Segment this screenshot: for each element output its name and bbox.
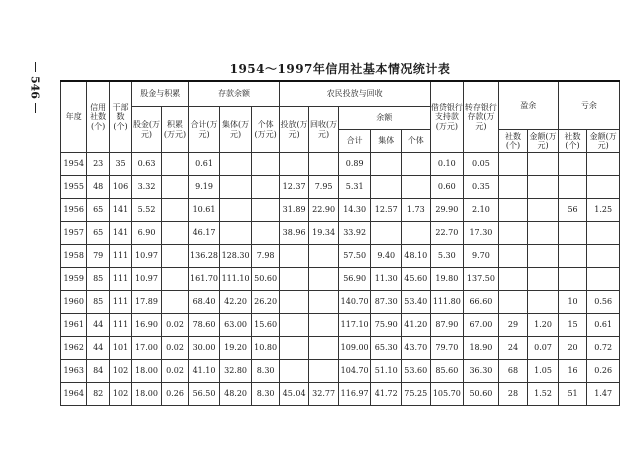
- table-cell: 66.60: [464, 291, 499, 314]
- header-loss-group: 亏余: [558, 81, 619, 130]
- table-cell: 84: [87, 360, 109, 383]
- header-loan-release: 投放(万元): [279, 107, 309, 153]
- table-cell: 18.90: [464, 337, 499, 360]
- table-cell: 0.02: [161, 360, 188, 383]
- table-cell: 20: [558, 337, 587, 360]
- table-cell: [279, 245, 309, 268]
- table-cell: [587, 176, 620, 199]
- table-cell: 5.30: [430, 245, 464, 268]
- table-cell: 1.05: [528, 360, 559, 383]
- table-cell: 23: [87, 153, 109, 176]
- table-cell: 1.20: [528, 314, 559, 337]
- table-cell: 5.31: [338, 176, 371, 199]
- table-cell: 46.17: [189, 222, 220, 245]
- table-cell: 8.30: [252, 360, 279, 383]
- table-cell: 0.26: [161, 383, 188, 406]
- table-cell: 102: [109, 360, 131, 383]
- table-title: 1954～1997年信用社基本情况统计表: [229, 62, 451, 76]
- table-cell: 18.00: [132, 383, 162, 406]
- table-cell: 7.95: [309, 176, 339, 199]
- table-cell: 6.90: [132, 222, 162, 245]
- table-cell: [371, 176, 402, 199]
- table-cell: 79: [87, 245, 109, 268]
- table-body: [61, 153, 620, 406]
- table-cell: 15: [558, 314, 587, 337]
- table-cell-year: 1959: [61, 268, 87, 291]
- table-cell: 11.30: [371, 268, 402, 291]
- header-accumulation: 积累(万元): [161, 107, 188, 153]
- table-cell: 45.60: [401, 268, 430, 291]
- table-cell: [309, 268, 339, 291]
- table-cell: 67.00: [464, 314, 499, 337]
- table-cell: 28: [498, 383, 528, 406]
- table-cell: 85.60: [430, 360, 464, 383]
- table-cell: 68: [498, 360, 528, 383]
- table-cell: 50.60: [464, 383, 499, 406]
- table-cell: 0.61: [189, 153, 220, 176]
- header-loan-recovery: 回收(万元): [309, 107, 339, 153]
- table-cell: [558, 268, 587, 291]
- margin-dash-top: [35, 62, 36, 72]
- table-cell: 136.28: [189, 245, 220, 268]
- table-cell: [498, 291, 528, 314]
- header-year: 年度: [61, 81, 87, 153]
- table-cell: [587, 268, 620, 291]
- table-cell: [279, 314, 309, 337]
- table-cell: [498, 199, 528, 222]
- table-row: [61, 337, 620, 360]
- page-number-margin: [20, 60, 50, 130]
- table-cell: 51.10: [371, 360, 402, 383]
- header-bank-deposit: 转存银行存款(万元): [464, 81, 499, 153]
- table-cell: 26.20: [252, 291, 279, 314]
- table-cell: [498, 176, 528, 199]
- table-cell: [587, 222, 620, 245]
- table-cell: 111.10: [219, 268, 252, 291]
- table-cell: 8.30: [252, 383, 279, 406]
- table-cell: 0.63: [132, 153, 162, 176]
- table-cell: 35: [109, 153, 131, 176]
- table-cell: 85: [87, 268, 109, 291]
- table-cell: [219, 153, 252, 176]
- header-balance-group: 余额: [338, 107, 430, 130]
- table-cell: 161.70: [189, 268, 220, 291]
- table-cell: [309, 314, 339, 337]
- table-cell: [498, 245, 528, 268]
- table-cell: 51: [558, 383, 587, 406]
- table-cell: 0.05: [464, 153, 499, 176]
- header-deposit-collective: 集体(万元): [219, 107, 252, 153]
- table-cell: 109.00: [338, 337, 371, 360]
- table-cell: [219, 222, 252, 245]
- table-cell: 0.89: [338, 153, 371, 176]
- table-cell: 87.90: [430, 314, 464, 337]
- table-cell: 111: [109, 291, 131, 314]
- table-cell: 104.70: [338, 360, 371, 383]
- table-cell: 29: [498, 314, 528, 337]
- table-cell: 0.02: [161, 314, 188, 337]
- table-cell: [587, 153, 620, 176]
- table-cell: 141: [109, 222, 131, 245]
- table-cell: 56.50: [189, 383, 220, 406]
- table-cell: 48.10: [401, 245, 430, 268]
- table-cell: [528, 153, 559, 176]
- header-deposit-individual: 个体(万元): [252, 107, 279, 153]
- table-cell: [528, 222, 559, 245]
- table-cell: 65: [87, 199, 109, 222]
- header-profit-coops: 社数(个): [498, 130, 528, 153]
- table-cell: 41.72: [371, 383, 402, 406]
- table-cell: [279, 268, 309, 291]
- table-cell: 7.98: [252, 245, 279, 268]
- table-cell: 105.70: [430, 383, 464, 406]
- table-row: [61, 199, 620, 222]
- table-cell: 42.20: [219, 291, 252, 314]
- table-cell: 41.10: [189, 360, 220, 383]
- table-cell: 137.50: [464, 268, 499, 291]
- table-cell: [279, 291, 309, 314]
- table-cell: [401, 176, 430, 199]
- table-cell: 82: [87, 383, 109, 406]
- table-cell: 0.61: [587, 314, 620, 337]
- table-cell: 1.25: [587, 199, 620, 222]
- header-loss-coops: 社数(个): [558, 130, 587, 153]
- table-cell: 2.10: [464, 199, 499, 222]
- table-cell: 63.00: [219, 314, 252, 337]
- table-cell: [219, 176, 252, 199]
- table-cell: 79.70: [430, 337, 464, 360]
- header-balance-individual: 个体: [401, 130, 430, 153]
- table-cell: 10.61: [189, 199, 220, 222]
- table-cell-year: 1958: [61, 245, 87, 268]
- table-cell: [161, 176, 188, 199]
- table-cell: [558, 176, 587, 199]
- table-cell-year: 1955: [61, 176, 87, 199]
- table-cell: 24: [498, 337, 528, 360]
- header-share-group: 股金与积累: [132, 81, 189, 107]
- table-cell: 19.80: [430, 268, 464, 291]
- table-row: [61, 291, 620, 314]
- table-cell: [401, 153, 430, 176]
- table-row: [61, 383, 620, 406]
- table-cell-year: 1956: [61, 199, 87, 222]
- table-cell: 87.30: [371, 291, 402, 314]
- table-row: [61, 360, 620, 383]
- table-cell: [309, 337, 339, 360]
- table-cell: 41.20: [401, 314, 430, 337]
- header-bank-loan: 借贷银行支持款(万元): [430, 81, 464, 153]
- table-cell: 43.70: [401, 337, 430, 360]
- table-cell: 117.10: [338, 314, 371, 337]
- table-cell: [498, 268, 528, 291]
- table-cell: 19.20: [219, 337, 252, 360]
- table-cell: [558, 245, 587, 268]
- table-cell: [371, 153, 402, 176]
- header-profit-group: 盈余: [498, 81, 558, 130]
- table-cell: [528, 291, 559, 314]
- table-cell: [252, 153, 279, 176]
- table-cell: 56: [558, 199, 587, 222]
- table-cell: [528, 199, 559, 222]
- table-cell: 53.40: [401, 291, 430, 314]
- table-cell: 75.90: [371, 314, 402, 337]
- table-cell: 17.00: [132, 337, 162, 360]
- table-cell: 102: [109, 383, 131, 406]
- table-cell: [309, 245, 339, 268]
- table-cell: 44: [87, 314, 109, 337]
- table-cell: 68.40: [189, 291, 220, 314]
- table-cell: [252, 199, 279, 222]
- header-loan-group: 农民投放与回收: [279, 81, 430, 107]
- header-deposit-total: 合计(万元): [189, 107, 220, 153]
- header-profit-amount: 金额(万元): [528, 130, 559, 153]
- table-cell: [161, 153, 188, 176]
- table-row: [61, 314, 620, 337]
- table-cell: 0.07: [528, 337, 559, 360]
- table-cell: [498, 153, 528, 176]
- table-cell: [161, 222, 188, 245]
- table-cell: [498, 222, 528, 245]
- table-cell: 53.60: [401, 360, 430, 383]
- statistics-table: [60, 80, 620, 406]
- table-cell: 50.60: [252, 268, 279, 291]
- table-cell: 22.90: [309, 199, 339, 222]
- table-cell: [161, 199, 188, 222]
- header-loss-amount: 金额(万元): [587, 130, 620, 153]
- table-cell-year: 1961: [61, 314, 87, 337]
- table-cell: [401, 222, 430, 245]
- header-balance-collective: 集体: [371, 130, 402, 153]
- table-cell: [587, 245, 620, 268]
- table-cell: [161, 245, 188, 268]
- header-balance-total: 合计: [338, 130, 371, 153]
- table-cell: 10.97: [132, 245, 162, 268]
- header-cadre-count: 干部数(个): [109, 81, 131, 153]
- table-row: [61, 222, 620, 245]
- table-cell: [371, 222, 402, 245]
- table-cell: 78.60: [189, 314, 220, 337]
- table-cell: 36.30: [464, 360, 499, 383]
- table-cell: 15.60: [252, 314, 279, 337]
- table-cell: 44: [87, 337, 109, 360]
- table-cell: 9.40: [371, 245, 402, 268]
- table-cell: 16: [558, 360, 587, 383]
- table-cell: 0.26: [587, 360, 620, 383]
- table-cell: 45.04: [279, 383, 309, 406]
- table-cell: 56.90: [338, 268, 371, 291]
- table-row: [61, 268, 620, 291]
- table-cell: [279, 360, 309, 383]
- table-cell: 65: [87, 222, 109, 245]
- table-cell: 9.70: [464, 245, 499, 268]
- table-cell: [279, 153, 309, 176]
- table-cell: 18.00: [132, 360, 162, 383]
- page-number: 546: [28, 76, 42, 99]
- table-cell: 38.96: [279, 222, 309, 245]
- table-cell: 101: [109, 337, 131, 360]
- table-cell: 10.80: [252, 337, 279, 360]
- table-cell: 106: [109, 176, 131, 199]
- table-cell: 14.30: [338, 199, 371, 222]
- table-cell: [309, 360, 339, 383]
- table-cell: 85: [87, 291, 109, 314]
- table-cell: [252, 176, 279, 199]
- table-cell: [161, 268, 188, 291]
- table-cell: 57.50: [338, 245, 371, 268]
- table-cell: [309, 291, 339, 314]
- table-cell-year: 1962: [61, 337, 87, 360]
- table-cell: 1.73: [401, 199, 430, 222]
- header-coop-count: 信用社数(个): [87, 81, 109, 153]
- table-cell: 0.72: [587, 337, 620, 360]
- table-cell: [528, 245, 559, 268]
- table-cell: 111: [109, 245, 131, 268]
- table-cell: 22.70: [430, 222, 464, 245]
- table-cell: 32.80: [219, 360, 252, 383]
- table-cell: 140.70: [338, 291, 371, 314]
- table-cell: [161, 291, 188, 314]
- table-cell: 30.00: [189, 337, 220, 360]
- table-cell: [279, 337, 309, 360]
- table-cell-year: 1954: [61, 153, 87, 176]
- table-cell: 32.77: [309, 383, 339, 406]
- table-cell: 12.57: [371, 199, 402, 222]
- table-cell: 12.37: [279, 176, 309, 199]
- header-share-capital: 股金(万元): [132, 107, 162, 153]
- table-cell-year: 1964: [61, 383, 87, 406]
- table-cell: 31.89: [279, 199, 309, 222]
- table-cell: 128.30: [219, 245, 252, 268]
- table-cell: 16.90: [132, 314, 162, 337]
- table-cell: 0.60: [430, 176, 464, 199]
- table-cell: 48.20: [219, 383, 252, 406]
- table-cell: 17.89: [132, 291, 162, 314]
- table-cell: 5.52: [132, 199, 162, 222]
- table-row: [61, 245, 620, 268]
- table-cell: [252, 222, 279, 245]
- table-cell: 0.10: [430, 153, 464, 176]
- table-cell-year: 1957: [61, 222, 87, 245]
- table-cell: 48: [87, 176, 109, 199]
- table-cell: 10: [558, 291, 587, 314]
- table-cell: [219, 199, 252, 222]
- table-row: [61, 176, 620, 199]
- table-cell-year: 1963: [61, 360, 87, 383]
- table-cell: [558, 153, 587, 176]
- table-cell: 0.02: [161, 337, 188, 360]
- table-cell: [309, 153, 339, 176]
- table-cell: 0.35: [464, 176, 499, 199]
- margin-dash-bottom: [35, 103, 36, 113]
- table-cell: 33.92: [338, 222, 371, 245]
- header-deposit-group: 存款余额: [189, 81, 280, 107]
- table-cell: 111: [109, 268, 131, 291]
- table-cell: 0.56: [587, 291, 620, 314]
- table-cell: 75.25: [401, 383, 430, 406]
- table-cell: 29.90: [430, 199, 464, 222]
- table-cell: 1.52: [528, 383, 559, 406]
- table-cell: 116.97: [338, 383, 371, 406]
- table-cell: 19.34: [309, 222, 339, 245]
- table-cell: 141: [109, 199, 131, 222]
- table-cell-year: 1960: [61, 291, 87, 314]
- table-cell: 9.19: [189, 176, 220, 199]
- table-cell: 10.97: [132, 268, 162, 291]
- table-cell: 3.32: [132, 176, 162, 199]
- table-cell: 17.30: [464, 222, 499, 245]
- table-row: [61, 153, 620, 176]
- table-cell: [558, 222, 587, 245]
- table-cell: 65.30: [371, 337, 402, 360]
- table-cell: 1.47: [587, 383, 620, 406]
- table-cell: 111.80: [430, 291, 464, 314]
- table-cell: 111: [109, 314, 131, 337]
- table-cell: [528, 268, 559, 291]
- table-cell: [528, 176, 559, 199]
